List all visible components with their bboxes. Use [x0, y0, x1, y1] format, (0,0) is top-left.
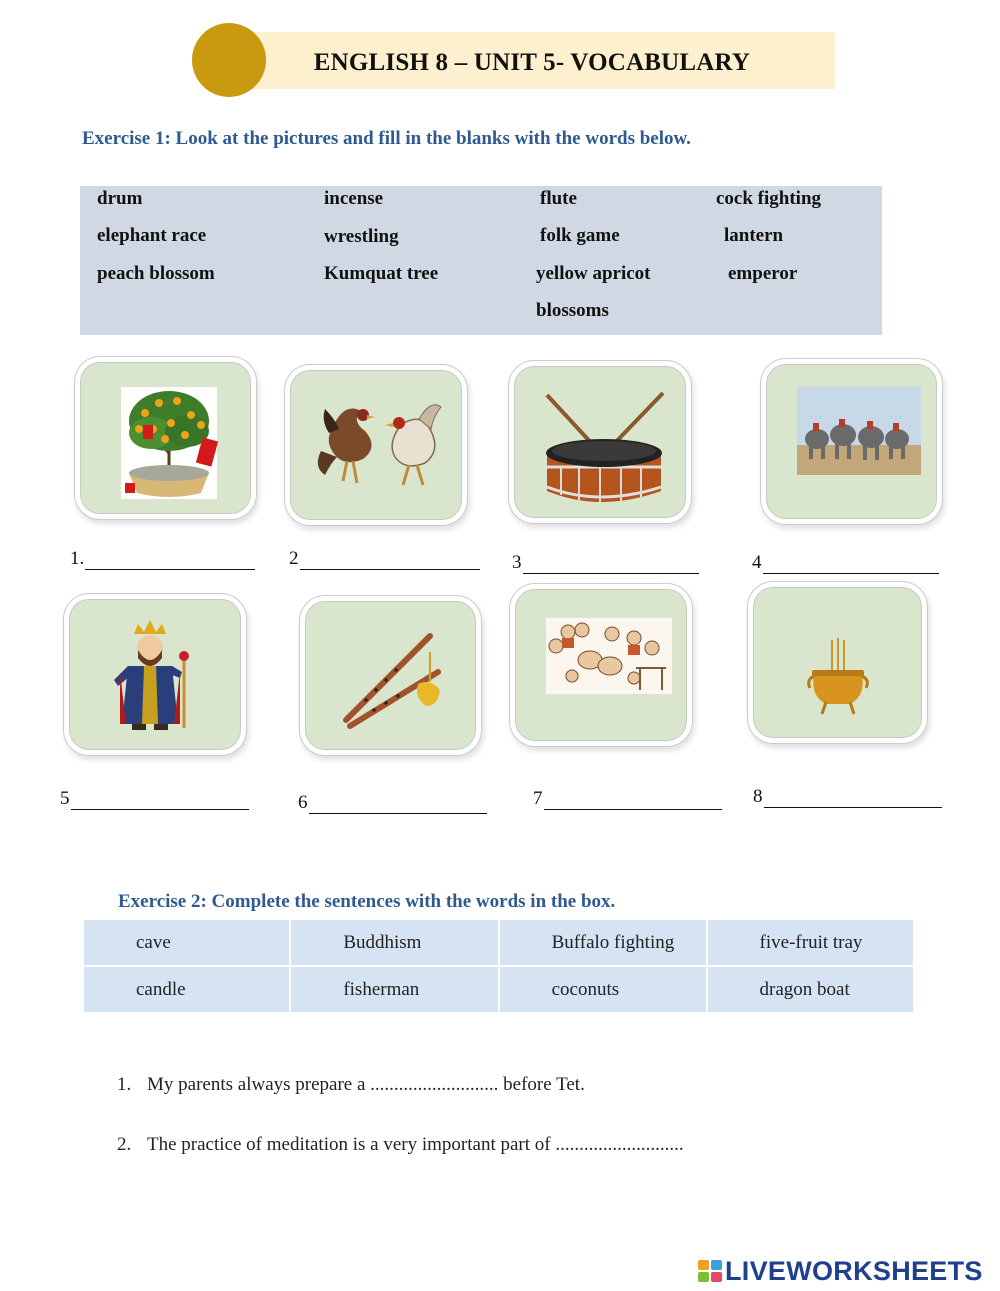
- picture-card-5: [69, 599, 241, 750]
- answer-blank-7[interactable]: [533, 788, 722, 810]
- blank-number-3: 3: [512, 552, 522, 573]
- page-title: ENGLISH 8 – UNIT 5- VOCABULARY: [313, 49, 751, 76]
- kumquat-tree-icon: [81, 363, 250, 513]
- picture-card-4: [766, 364, 937, 519]
- answer-blank-5[interactable]: [60, 788, 249, 810]
- picture-card-8: [753, 587, 922, 738]
- emperor-icon: [70, 600, 240, 749]
- table-cell: cave: [83, 919, 290, 966]
- sentence-number: 1.: [117, 1074, 132, 1095]
- word-drum: drum: [97, 188, 143, 209]
- table-cell: Buddhism: [290, 919, 498, 966]
- picture-card-6: [305, 601, 476, 750]
- exercise1-heading: Exercise 1: Look at the pictures and fill in the blanks with the words below.: [82, 128, 691, 149]
- title-circle-decoration: [192, 23, 266, 97]
- word-cock-fighting: cock fighting: [716, 188, 822, 209]
- liveworksheets-logo: [697, 1255, 983, 1287]
- word-yellow-apricot: yellow apricot: [536, 263, 651, 284]
- word-flute: flute: [540, 188, 577, 209]
- word-wrestling: wrestling: [324, 226, 399, 247]
- cock-fighting-icon: [291, 371, 461, 519]
- answer-blank-1[interactable]: [70, 548, 255, 570]
- table-cell: coconuts: [499, 966, 707, 1013]
- liveworksheets-logo-icon: [697, 1259, 723, 1283]
- table-cell: Buffalo fighting: [499, 919, 707, 966]
- word-incense: incense: [324, 188, 384, 209]
- word-folk-game: folk game: [540, 225, 620, 246]
- table-row: [83, 919, 914, 966]
- picture-card-7: [515, 589, 687, 741]
- word-blossoms: blossoms: [536, 300, 609, 321]
- sentence-1[interactable]: [117, 1074, 585, 1096]
- answer-blank-6[interactable]: [298, 792, 487, 814]
- picture-card-3: [514, 366, 686, 518]
- blank-number-2: 2: [289, 548, 299, 569]
- elephant-race-icon: [767, 365, 936, 518]
- logo-text: LIVEWORKSHEETS: [725, 1255, 983, 1286]
- answer-blank-3[interactable]: [512, 552, 699, 574]
- exercise2-word-table: [82, 918, 915, 1014]
- blank-number-4: 4: [752, 552, 762, 573]
- table-row: [83, 966, 914, 1013]
- blank-number-6: 6: [298, 792, 308, 813]
- word-peach-blossom: peach blossom: [97, 263, 215, 284]
- exercise2-heading: Exercise 2: Complete the sentences with the words in the box.: [118, 891, 616, 912]
- sentence-2[interactable]: [117, 1134, 684, 1156]
- flute-icon: [306, 602, 475, 749]
- sentence-text: My parents always prepare a ........................... before Tet.: [147, 1074, 585, 1095]
- picture-card-1: [80, 362, 251, 514]
- word-kumquat-tree: Kumquat tree: [324, 263, 439, 284]
- picture-card-2: [290, 370, 462, 520]
- answer-blank-4[interactable]: [752, 552, 939, 574]
- blank-number-7: 7: [533, 788, 543, 809]
- incense-burner-icon: [754, 588, 921, 737]
- answer-blank-8[interactable]: [753, 786, 942, 808]
- answer-blank-2[interactable]: [289, 548, 480, 570]
- table-cell: fisherman: [290, 966, 498, 1013]
- drum-icon: [515, 367, 685, 517]
- blank-number-5: 5: [60, 788, 70, 809]
- table-cell: candle: [83, 966, 290, 1013]
- table-cell: dragon boat: [707, 966, 914, 1013]
- word-emperor: emperor: [728, 263, 798, 284]
- table-cell: five-fruit tray: [707, 919, 914, 966]
- blank-number-8: 8: [753, 786, 763, 807]
- sentence-number: 2.: [117, 1134, 132, 1155]
- word-elephant-race: elephant race: [97, 225, 207, 246]
- wrestling-icon: [516, 590, 686, 740]
- word-lantern: lantern: [724, 225, 784, 246]
- blank-number-1: 1.: [70, 548, 85, 569]
- sentence-text: The practice of meditation is a very important part of ...........................: [147, 1134, 684, 1155]
